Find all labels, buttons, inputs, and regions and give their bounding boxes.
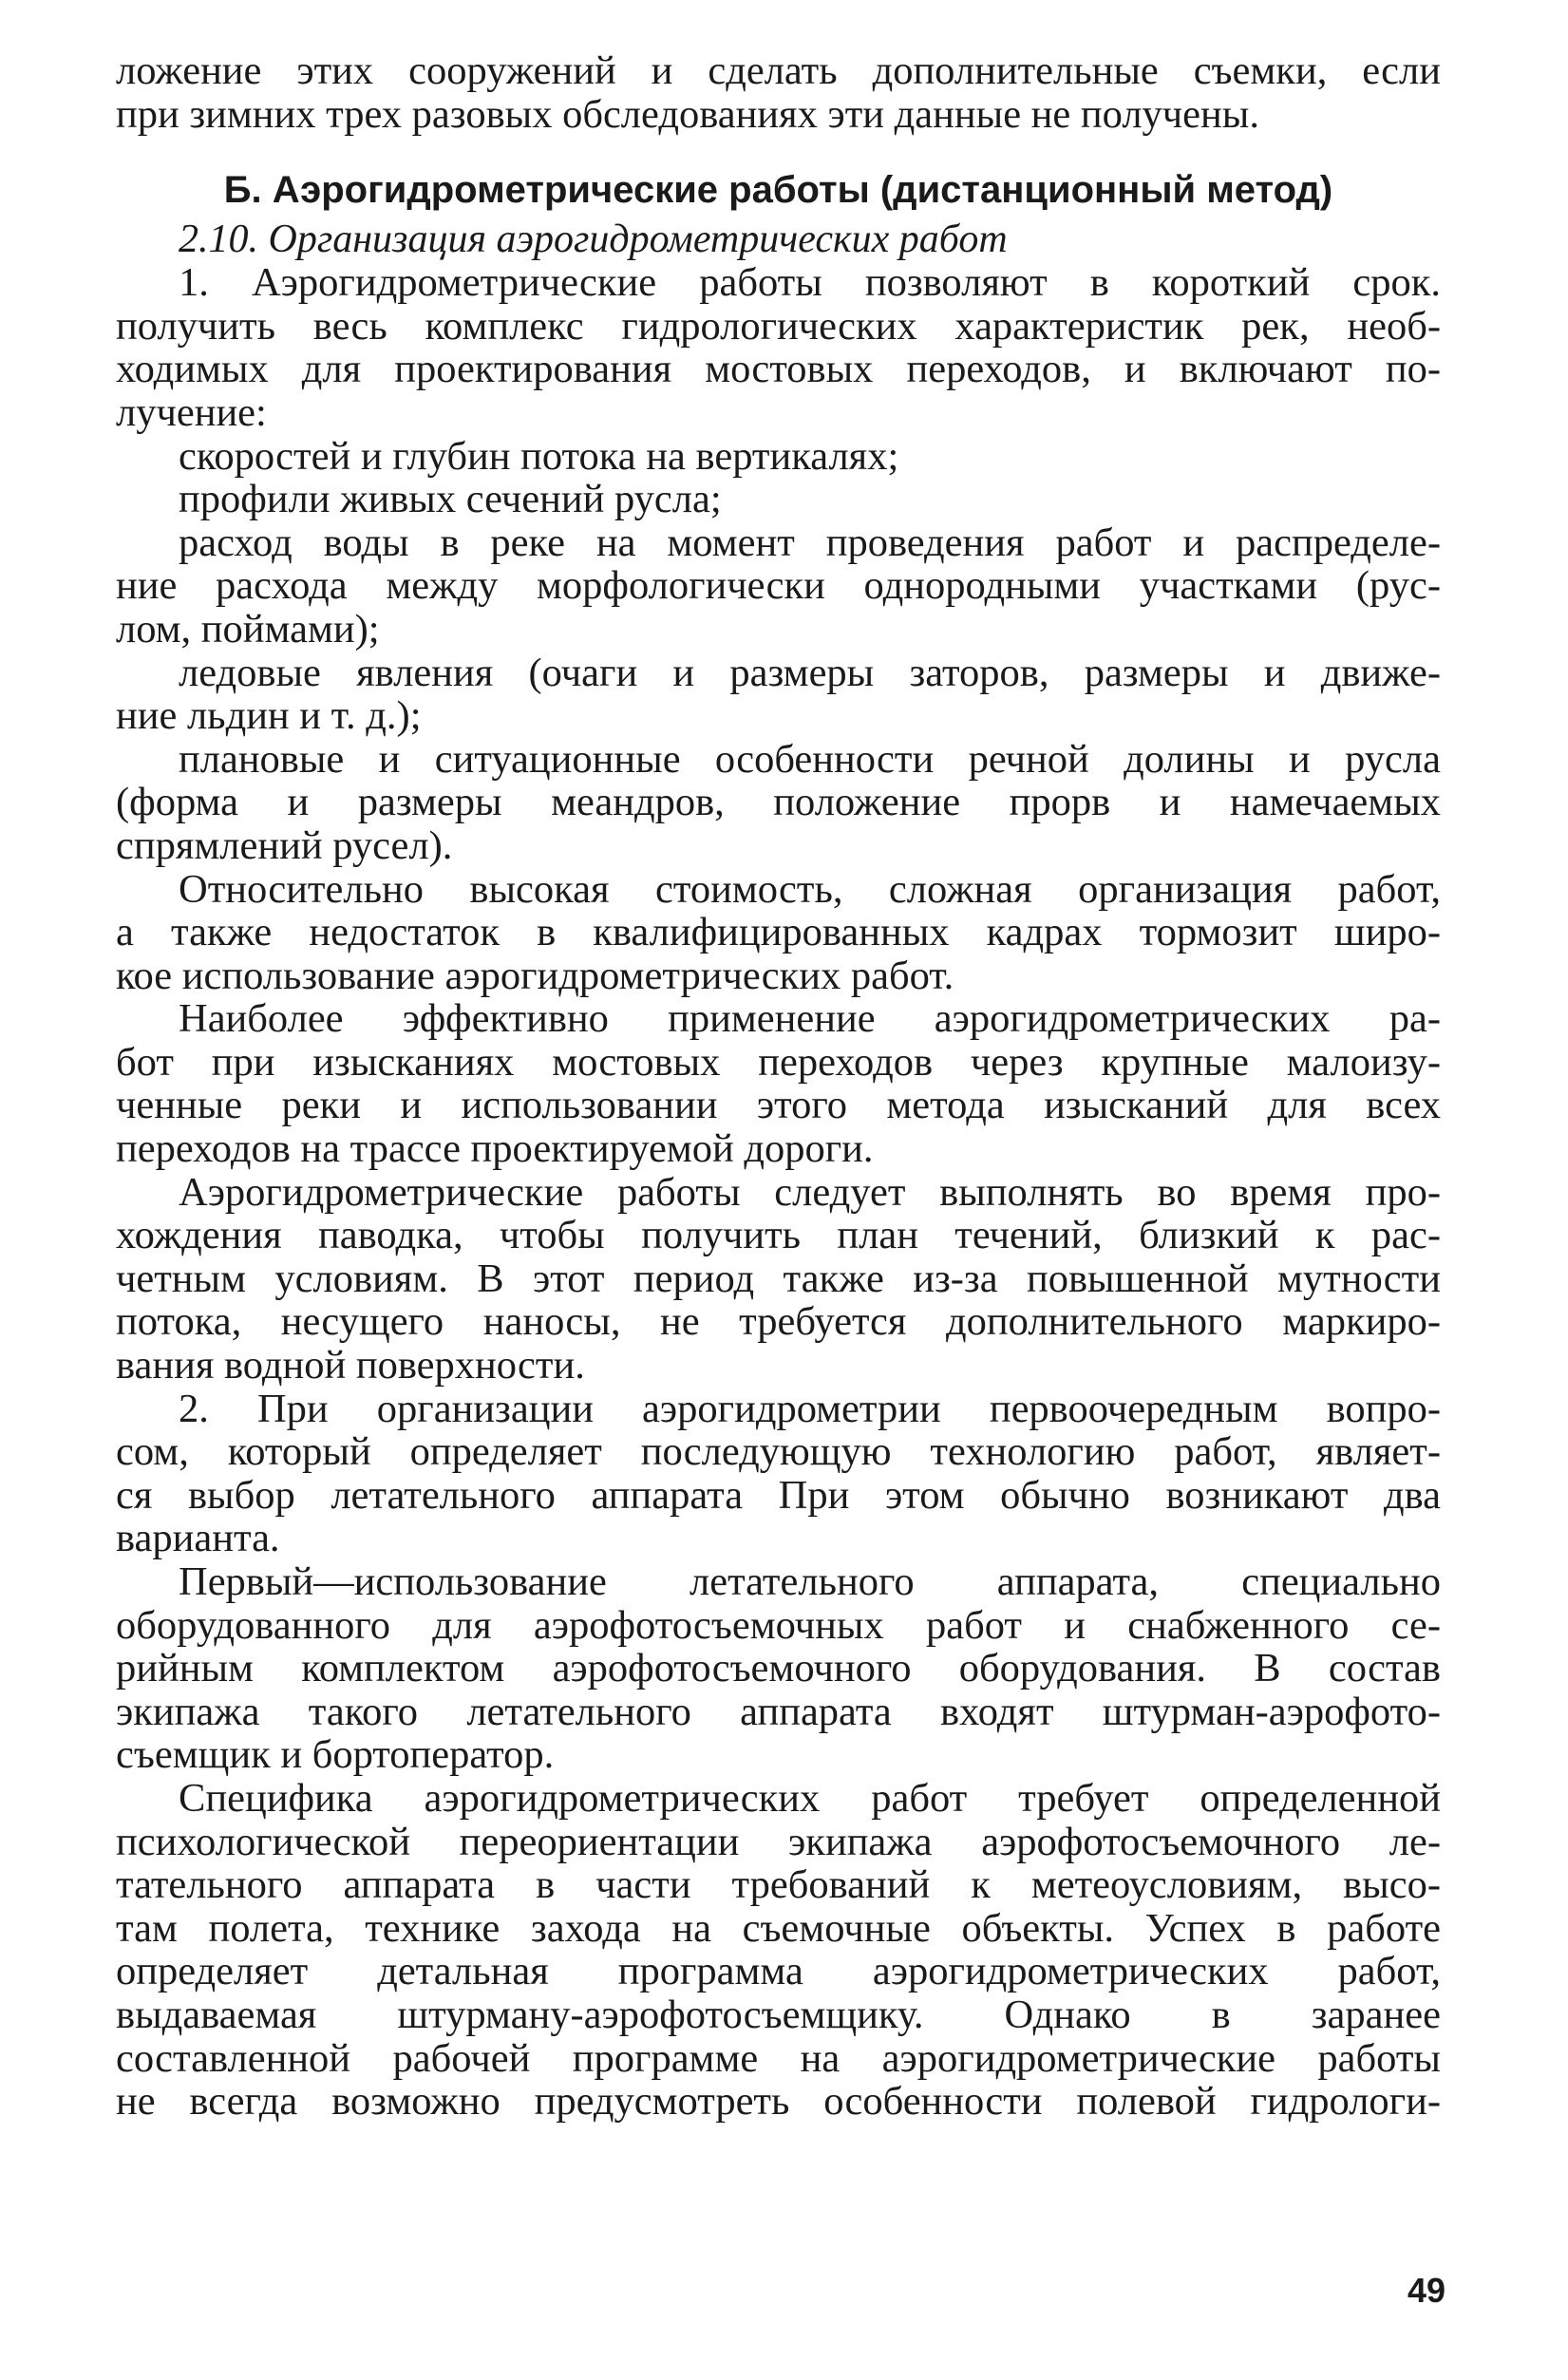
text-line: Первый—использование летательного аппарата, специально — [179, 1560, 1441, 1604]
text-line: 2. При организации аэрогидрометрии первоочередным вопро- — [179, 1387, 1441, 1431]
paragraph — [116, 1388, 1441, 1560]
text-line: получить весь комплекс гидрологических характеристик рек, необ- — [116, 304, 1441, 349]
paragraph — [116, 1560, 1441, 1777]
text-line: переходов на трассе проектируемой дороги. — [116, 1127, 874, 1171]
paragraph — [116, 652, 1441, 738]
paragraph — [116, 261, 1441, 434]
text-line: (форма и размеры меандров, положение прорв и намечаемых — [116, 781, 1441, 824]
text-line: Относительно высокая стоимость, сложная организация работ, — [179, 867, 1441, 912]
text-line: 1. Аэрогидрометрические работы позволяют в короткий срок. — [179, 261, 1441, 305]
text-line: потока, несущего наносы, не требуется дополнительного маркиро- — [116, 1300, 1441, 1345]
paragraph — [116, 1171, 1441, 1388]
text-line: психологической переориентации экипажа аэрофотосъемочного ле- — [116, 1820, 1441, 1864]
text-line: варианта. — [116, 1517, 280, 1560]
text-line: оборудованного для аэрофотосъемочных работ и снабженного се- — [116, 1603, 1441, 1648]
text-line: скоростей и глубин потока на вертикалях; — [179, 434, 899, 479]
text-line: ченные реки и использовании этого метода изысканий для всех — [116, 1084, 1441, 1128]
text-line: ледовые явления (очаги и размеры заторов, размеры и движе- — [179, 651, 1441, 695]
paragraph — [116, 1777, 1441, 2124]
paragraph — [116, 997, 1441, 1170]
text-line: четным условиям. В этот период также из-за повышенной мутности — [116, 1256, 1441, 1301]
paragraph-list — [116, 261, 1441, 2124]
text-line: профили живых сечений русла; — [179, 478, 722, 521]
text-line: составленной рабочей программе на аэрогидрометрические работы — [116, 2036, 1441, 2081]
continuation-paragraph — [116, 49, 1441, 136]
text-line: ся выбор летательного аппарата При этом обычно возникают два — [116, 1473, 1441, 1518]
text-line: а также недостаток в квалифицированных кадрах тормозит широ- — [116, 911, 1441, 954]
text-line: лучение: — [116, 390, 267, 435]
page-number: 49 — [1407, 2271, 1446, 2310]
text-line: рийным комплектом аэрофотосъемочного оборудования. В состав — [116, 1647, 1441, 1691]
text-line: плановые и ситуационные особенности речной долины и русла — [179, 737, 1441, 782]
paragraph — [116, 435, 1441, 479]
text-line: бот при изысканиях мостовых переходов через крупные малоизу- — [116, 1040, 1441, 1085]
text-line: Аэрогидрометрические работы следует выполнять во время про- — [179, 1170, 1441, 1215]
text-line: ние льдин и т. д.); — [116, 694, 422, 738]
text-line: Наиболее эффективно применение аэрогидрометрических ра- — [179, 997, 1441, 1041]
text-line: при зимних трех разовых обследованиях эти данные не получены. — [116, 92, 1259, 137]
text-line: ходимых для проектирования мостовых переходов, и включают по- — [116, 348, 1441, 391]
paragraph — [116, 868, 1441, 998]
text-line: не всегда возможно предусмотреть особенности полевой гидрологи- — [116, 2080, 1441, 2124]
text-line: съемщик и бортоператор. — [116, 1733, 555, 1777]
text-line: спрямлений русел). — [116, 823, 453, 868]
text-line: выдаваемая штурману-аэрофотосъемщику. Однако в заранее — [116, 1993, 1441, 2037]
text-line: экипажа такого летательного аппарата входят штурман-аэрофото- — [116, 1690, 1441, 1734]
page-body — [116, 49, 1441, 2124]
text-line: сом, который определяет последующую технологию работ, являет- — [116, 1430, 1441, 1474]
paragraph — [116, 738, 1441, 868]
text-line: ложение этих сооружений и сделать дополнительные съемки, если — [116, 49, 1441, 93]
text-line: кое использование аэрогидрометрических работ. — [116, 954, 954, 998]
text-line: определяет детальная программа аэрогидрометрических работ, — [116, 1950, 1441, 1993]
text-line: ние расхода между морфологически однородными участками (рус- — [116, 564, 1441, 608]
paragraph — [116, 478, 1441, 521]
text-line: хождения паводка, чтобы получить план течений, близкий к рас- — [116, 1214, 1441, 1257]
text-line: Специфика аэрогидрометрических работ требует определенной — [179, 1776, 1441, 1821]
text-line: лом, поймами); — [116, 607, 380, 652]
text-line: расход воды в реке на момент проведения работ и распределе- — [179, 520, 1441, 565]
paragraph — [116, 521, 1441, 652]
section-heading: Б. Аэрогидрометрические работы (дистанционный метод) — [223, 169, 1333, 212]
text-line: вания водной поверхности. — [116, 1344, 585, 1388]
text-line: там полета, технике захода на съемочные объекты. Успех в работе — [116, 1906, 1441, 1951]
text-line: тательного аппарата в части требований к метеоусловиям, высо- — [116, 1863, 1441, 1907]
subsection-heading: 2.10. Организация аэрогидрометрических работ — [179, 217, 1008, 262]
